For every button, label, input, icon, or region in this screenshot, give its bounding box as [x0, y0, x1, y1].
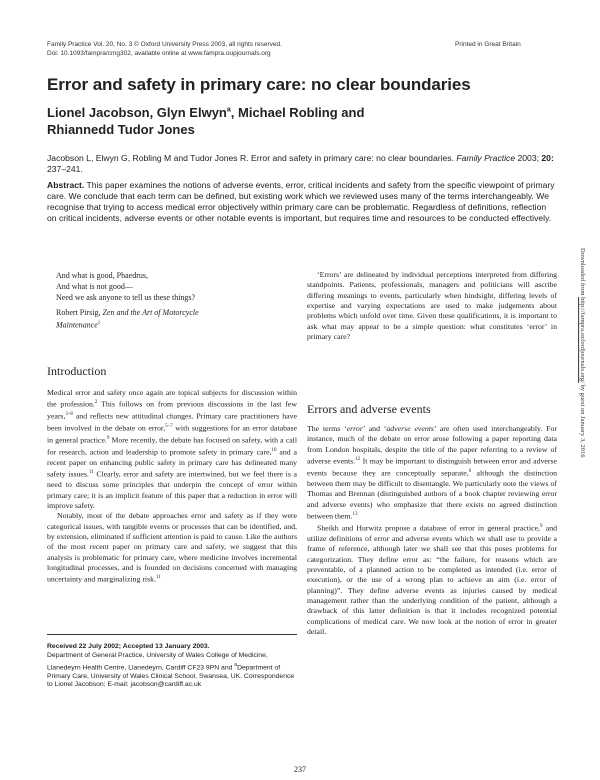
errors-paragraph-2: Sheikh and Hurwitz propose a database of error in general practice,$^9$ and utilize definitions of error and adverse events which we shall use to provide a frame of reference, although later we shall see that this poses problems for categorization. They define error as: “the failure, for reasons which are preventable, of a planned action to be completed as intended (i.e. error of execution), or the use of a wrong plan to achieve an aim (i.e. error of planning)”. They define adverse events as injuries caused by medical management rather than the underlying condition of the patient, although a drawback of this latter definition is that it includes recognized potential complications of medical care. We now look at the notion of error in greater detail. — [307, 523, 557, 636]
author-line-2: Rhiannedd Tudor Jones — [47, 122, 195, 137]
errors-paragraph-1: The terms ‘error’ and ‘adverse events’ are often used interchangeably. For instance, much of the debate on error arose following a paper reporting data from London hospitals, despite the title of the paper referring to a review of adverse events.$^{12}$ It may be important to distinguish between error and adverse events because they are conceptually separate,$^6$ although the distinction between them may be difficult to disentangle. We particularly note the views of Thomas and Brennan (distinguished authors of a book chapter reviewing error and adverse events) who emphasize that there exists no agreed distinction between them.$^{13}$ — [307, 424, 557, 521]
abstract — [47, 180, 557, 224]
epigraph-line: Need we ask anyone to tell us these things? — [56, 293, 196, 302]
citation — [47, 153, 557, 175]
right-column-intro — [307, 270, 557, 342]
abstract-text: This paper examines the notions of adverse events, error, critical incidents and safety from the specific viewpoint of primary care. We conclude that each term can be defined, but existing work which we reviewed uses many of the terms interchangeably. We recognise that trying to access medical error objectively within primary care can be problematic. Regardless of definitions, reflection on critical incidents, adverse events or other notable events is important, but requires time and resources to be conducted effectively. — [47, 180, 555, 223]
author-line-1 — [47, 105, 364, 120]
epigraph-ref: 1 — [97, 321, 101, 326]
epigraph-author: Robert Pirsig, — [56, 308, 103, 317]
footnote-rule — [47, 634, 297, 635]
article-title: Error and safety in primary care: no clear boundaries — [47, 75, 471, 94]
epigraph-line: And what is not good— — [56, 282, 133, 291]
intro-paragraph-2: Notably, most of the debate approaches error and safety as if they were categorical issues, with tangible events or processes that can be identified, and, by extension, eliminated if sufficient attention is paid to cause. Like the authors of the most recent paper on primary care and safety, we suggest that this analysis is problematic for primary care, where medicine involves incremental longitudinal processes, and is founded on decisions concerned with managing uncertainty and marginalizing risk.$^{11}$ — [47, 511, 297, 584]
authors-part-a: Lionel Jacobson, Glyn Elwyn — [47, 105, 227, 120]
affiliation: Department of General Practice, University of Wales College of Medicine, Llanedeyrn Health Centre, Llanedeyrn, Cardiff CF23 9PN and $^a$Department of Primary Care, University of Wales Clinical School, Swansea, UK. Correspondence to Lionel Jacobson; E-mail: jacobson@cardiff.ac.uk — [47, 651, 295, 689]
errors-heading: Errors and adverse events — [307, 402, 431, 416]
journal-line: Family Practice Vol. 20, No. 3 © Oxford University Press 2003, all rights reserved. — [47, 41, 282, 48]
page-number: 237 — [294, 765, 306, 774]
citation-journal: Family Practice — [456, 153, 516, 163]
download-sidebar: Downloaded from http://fampra.oxfordjournals.org/ by guest on January 3, 2016 — [579, 248, 586, 458]
citation-volume: 20: — [541, 153, 554, 163]
citation-year: 2003; — [515, 153, 542, 163]
intro-paragraph-1: Medical error and safety once again are topical subjects for discussion within the profession.$^2$ This follows on from previous discussions in the last few years,$^{3-8}$ and reflects new attitudinal changes. Primary care practitioners have been involved in the debate on error,$^{5-7}$ with suggestions for an error database in general practice.$^9$ More recently, the debate has focused on safety, with a call for research, action and leadership to promote safety in primary care,$^{10}$ and a recent paper on enhancing public safety in primary care has delineated many safety issues.$^{11}$ Clearly, error and safety are intertwined, but we feel there is a need to discuss some principles that underpin the concept of error within primary care; it is an implicit feature of this paper that a reduction in error will improve safety. — [47, 388, 298, 510]
epigraph-attribution — [56, 307, 199, 331]
epigraph-line: And what is good, Phaedrus, — [56, 271, 148, 280]
printed-in: Printed in Great Britain — [455, 41, 521, 48]
citation-authors-title: Jacobson L, Elwyn G, Robling M and Tudor Jones R. Error and safety in primary care: no clear boundaries. — [47, 153, 454, 163]
received-dates: Received 22 July 2002; Accepted 13 January 2003. — [47, 643, 210, 650]
introduction-heading: Introduction — [47, 364, 107, 378]
epigraph-work-title: Zen and the Art of Motorcycle — [102, 308, 199, 317]
epigraph — [56, 270, 199, 331]
journal-link[interactable]: http://fampra.oxfordjournals.org/ — [579, 297, 586, 383]
errors-body — [307, 424, 557, 637]
citation-pages: 237–241. — [47, 164, 83, 174]
authors-part-b: , Michael Robling and — [230, 105, 365, 120]
introduction-body — [47, 388, 297, 585]
journal-header — [47, 40, 282, 58]
right-paragraph-1: ‘Errors’ are delineated by individual perceptions interpreted from differing standpoints. Patients, professionals, managers and politicians will ascribe differing meanings to events, particularly when hindsight, differing levels of expertise and varying expectations are used to make judgements about problems which unfold over time. Given these qualifications, it is important to ask what may appear to be a simple question: what constitutes ‘error’ in primary care? — [307, 270, 557, 342]
epigraph-work-title-cont: Maintenance — [56, 320, 98, 330]
affiliation-mark: a — [226, 106, 231, 114]
doi-line: Doi: 10.1093/fampra/cmg302, available online at www.fampra.oupjournals.org — [47, 50, 271, 57]
abstract-label: Abstract. — [47, 180, 85, 190]
received-footnote — [47, 643, 297, 690]
